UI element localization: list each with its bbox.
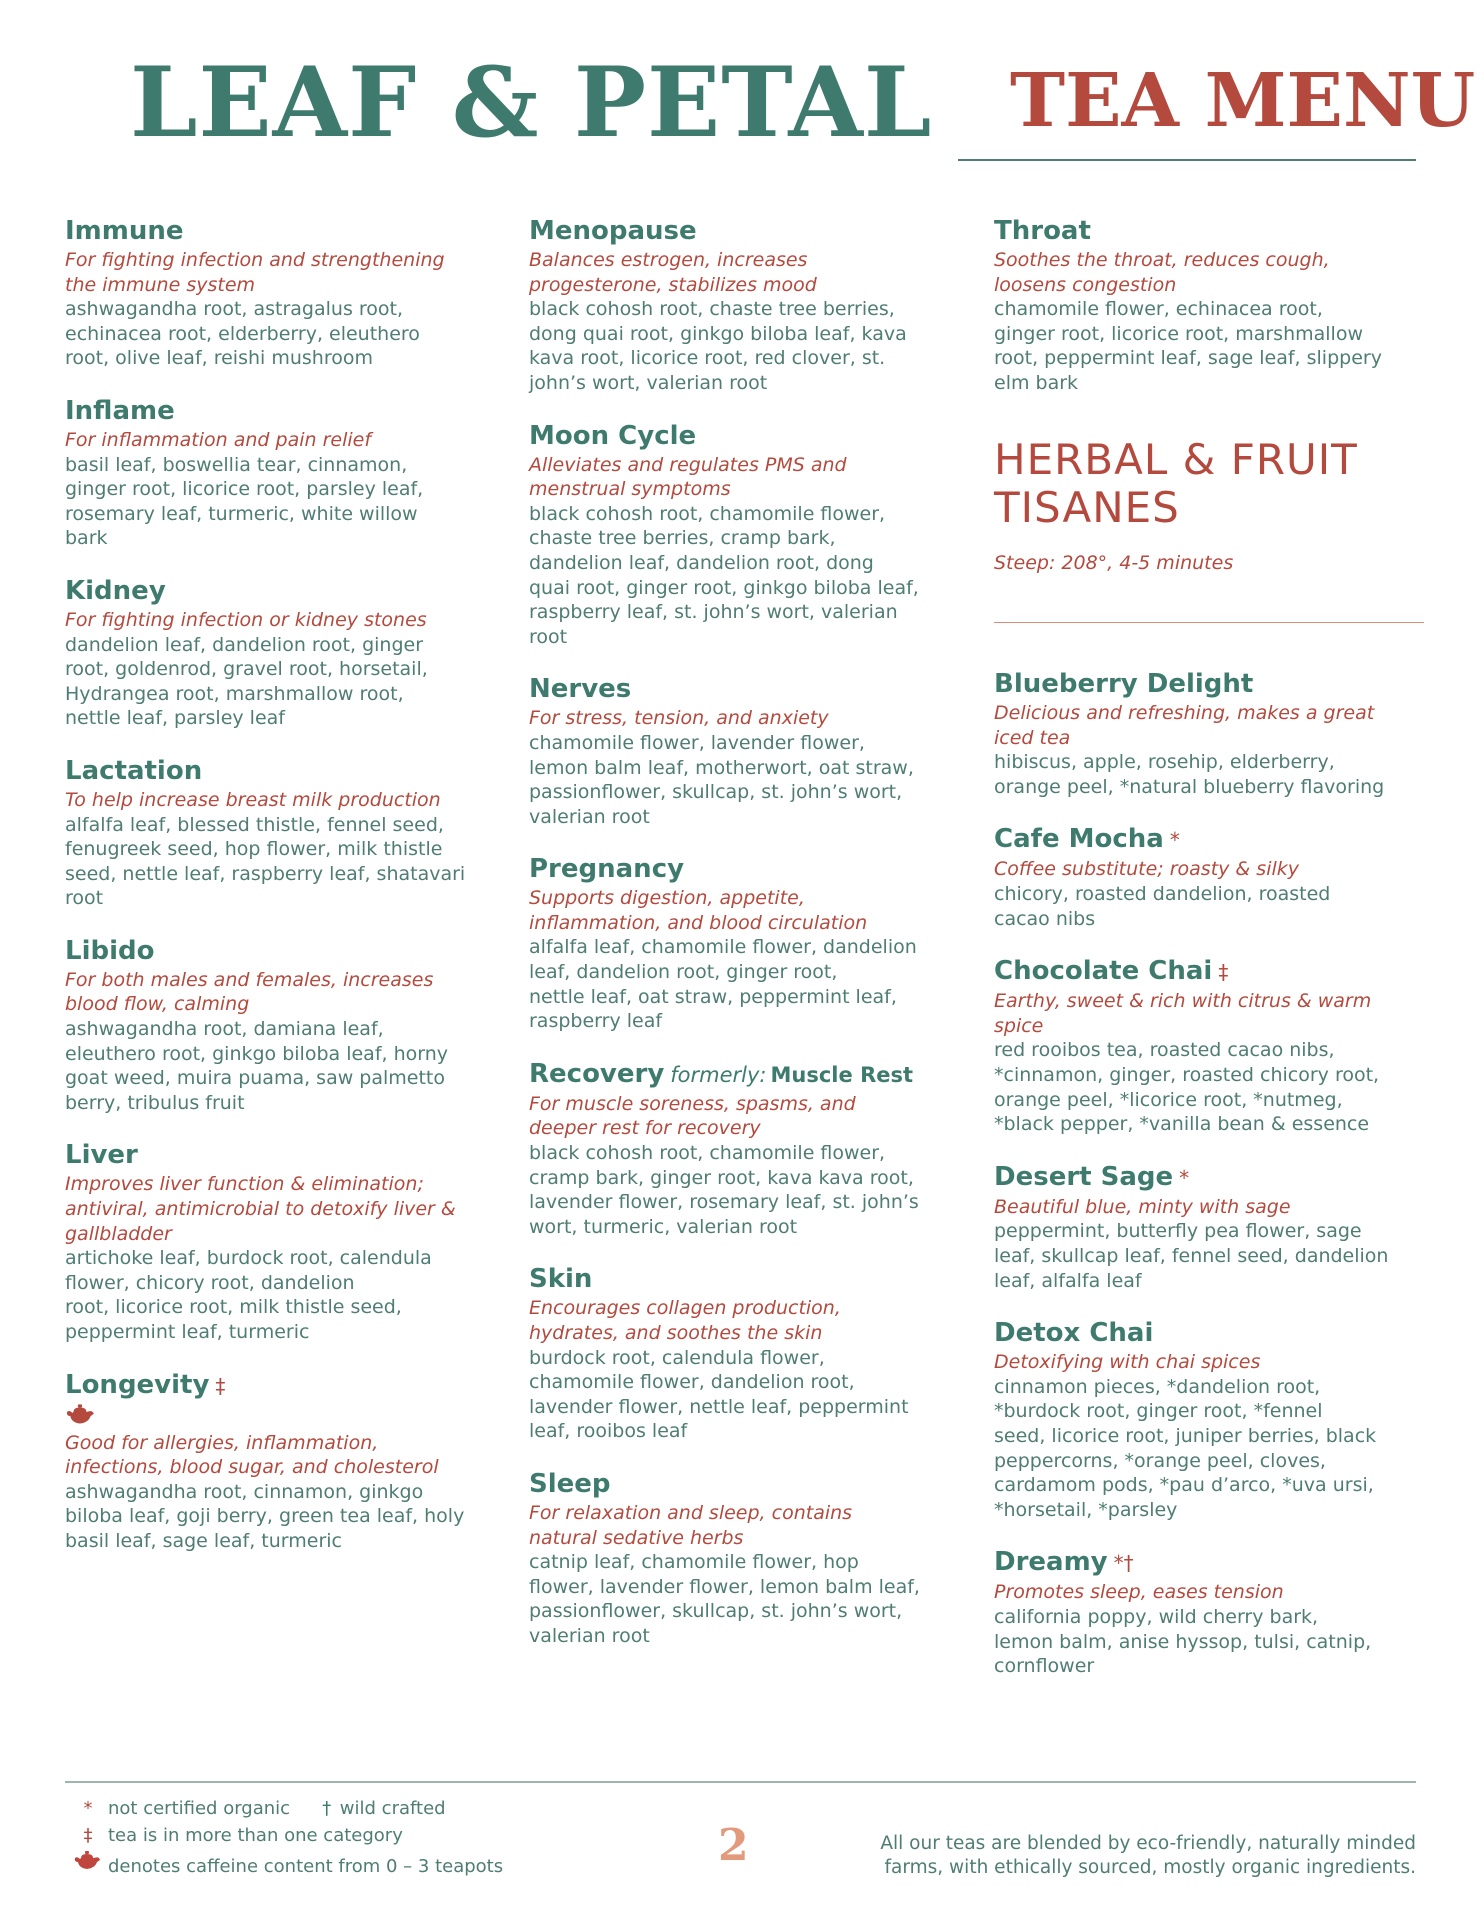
footer-divider xyxy=(65,1781,1416,1783)
tea-ingredients-line: john’s wort, valerian root xyxy=(529,371,768,394)
tea-ingredients-line: raspberry leaf xyxy=(529,1010,663,1033)
tea-description-line: infections, blood sugar, and cholesterol xyxy=(65,1456,439,1479)
tea-ingredients-line: artichoke leaf, burdock root, calendula xyxy=(65,1247,432,1270)
tea-name-text: Menopause xyxy=(529,216,697,246)
tea-name-text: Throat xyxy=(994,216,1091,246)
tea-name xyxy=(65,1368,495,1403)
column-3-remedies xyxy=(994,214,1424,396)
double-dagger-symbol: ‡ xyxy=(83,1825,93,1846)
tea-description-line: spice xyxy=(994,1014,1044,1037)
tea-ingredients-line: *cinnamon, ginger, roasted chicory root, xyxy=(994,1064,1380,1086)
tea-ingredients-line: ashwagandha root, damiana leaf, xyxy=(65,1018,384,1041)
tea-ingredients-line: cornflower xyxy=(994,1655,1095,1678)
tea-entry-inflame xyxy=(65,394,495,551)
tea-description-line: For inflammation and pain relief xyxy=(65,428,372,451)
caffeine-teapots xyxy=(65,1403,495,1431)
page-number: 2 xyxy=(718,1820,749,1871)
tea-ingredients-line: root, licorice root, milk thistle seed, xyxy=(65,1296,402,1319)
tea-description-line: loosens congestion xyxy=(994,273,1177,296)
tisanes-heading-line-1: HERBAL & FRUIT xyxy=(994,434,1358,484)
tea-ingredients-line: eleuthero root, ginkgo biloba leaf, horny xyxy=(65,1042,449,1065)
tea-name-text: Libido xyxy=(65,935,155,966)
tea-ingredients-line: leaf, skullcap leaf, fennel seed, dandelion xyxy=(994,1244,1389,1267)
tea-name xyxy=(994,822,1424,857)
tea-entry-sleep xyxy=(529,1467,959,1649)
legend-wild-text: wild crafted xyxy=(339,1798,446,1819)
legend-caffeine-text: denotes caffeine content from 0 – 3 teapots xyxy=(108,1856,504,1877)
tea-description-line: Improves liver function & elimination; xyxy=(65,1173,424,1196)
tea-ingredients-line: basil leaf, boswellia tear, cinnamon, xyxy=(65,453,408,476)
tea-description-line: For relaxation and sleep, contains xyxy=(529,1501,853,1524)
tea-entry-immune xyxy=(65,214,495,371)
tea-ingredients-line: fenugreek seed, hop flower, milk thistle xyxy=(65,838,443,861)
tea-name xyxy=(65,1138,495,1172)
tea-entry-desert-sage xyxy=(994,1160,1424,1293)
tea-name-text: Blueberry Delight xyxy=(994,669,1254,700)
asterisk-symbol: * xyxy=(83,1798,93,1819)
tea-ingredients-line: alfalfa leaf, chamomile flower, dandelion xyxy=(529,936,917,959)
tea-description-line: gallbladder xyxy=(65,1222,172,1245)
tea-name-text: Immune xyxy=(65,216,184,246)
tea-description-line: For fighting infection and strengthening xyxy=(65,249,445,271)
tea-description-line: deeper rest for recovery xyxy=(529,1117,761,1140)
tea-entry-nerves xyxy=(529,672,959,829)
tea-name xyxy=(529,1467,959,1501)
legend-wild-crafted xyxy=(314,1797,446,1821)
tea-entry-dreamy xyxy=(994,1545,1424,1678)
tea-name-text: Kidney xyxy=(65,575,166,606)
tea-ingredients-line: *horsetail, *parsley xyxy=(994,1498,1178,1521)
tea-description-line: the immune system xyxy=(65,273,256,296)
tea-ingredients-line: cardamom pods, *pau d’arco, *uva ursi, xyxy=(994,1474,1374,1497)
tea-entry-blueberry-delight xyxy=(994,667,1424,799)
tea-ingredients-line: lemon balm leaf, motherwort, oat straw, xyxy=(529,756,914,779)
tea-ingredients-line: ashwagandha root, cinnamon, ginkgo xyxy=(65,1480,424,1503)
tea-description-line: antiviral, antimicrobial to detoxify liver & xyxy=(65,1198,456,1221)
tea-name-text: Chocolate Chai xyxy=(994,956,1213,987)
tea-ingredients-line: root, peppermint leaf, sage leaf, slippery xyxy=(994,347,1382,370)
tea-ingredients-line: catnip leaf, chamomile flower, hop xyxy=(529,1551,859,1574)
tea-ingredients-line: ginger root, licorice root, marshmallow xyxy=(994,322,1363,345)
tea-ingredients-line: leaf, alfalfa leaf xyxy=(994,1269,1142,1292)
former-name: Muscle Rest xyxy=(770,1062,914,1087)
tea-name xyxy=(529,852,959,886)
tea-name xyxy=(529,419,959,453)
tea-description-line: For muscle soreness, spasms, and xyxy=(529,1092,856,1115)
tea-name xyxy=(65,394,495,428)
tea-ingredients-line: root xyxy=(529,625,568,648)
tisanes-steep-note: Steep: 208°, 4-5 minutes xyxy=(994,551,1234,574)
tea-description-line: Earthy, sweet & rich with citrus & warm xyxy=(994,990,1372,1013)
tea-ingredients-line: cacao nibs xyxy=(994,907,1096,930)
tea-ingredients-line: ashwagandha root, astragalus root, xyxy=(65,298,404,321)
tea-ingredients-line: red rooibos tea, roasted cacao nibs, xyxy=(994,1039,1335,1062)
tea-ingredients-line: chamomile flower, lavender flower, xyxy=(529,731,865,754)
tea-description-line: Alleviates and regulates PMS and xyxy=(529,453,847,476)
column-2 xyxy=(529,214,959,1672)
legend-row-caffeine xyxy=(68,1850,503,1879)
tea-entry-recovery xyxy=(529,1057,959,1240)
tea-name-text: Detox Chai xyxy=(994,1318,1154,1349)
footer-note xyxy=(816,1832,1416,1880)
teapot-icon xyxy=(68,1850,108,1879)
tea-ingredients-line: biloba leaf, goji berry, green tea leaf, holy xyxy=(65,1505,465,1528)
tea-description-line: Promotes sleep, eases tension xyxy=(994,1581,1284,1604)
tea-description-line: For both males and females, increases xyxy=(65,968,434,991)
tea-description-line: Balances estrogen, increases xyxy=(529,249,808,271)
tea-ingredients-line: leaf, dandelion root, ginger root, xyxy=(529,961,838,984)
tisanes-heading-line-2: TISANES xyxy=(994,482,1180,532)
tea-description-line: Good for allergies, inflammation, xyxy=(65,1431,379,1454)
former-name-label: formerly: xyxy=(670,1062,767,1087)
legend-organic-text: not certified organic xyxy=(108,1798,291,1819)
column-1 xyxy=(65,214,495,1577)
tea-ingredients-line: dandelion leaf, dandelion root, ginger xyxy=(65,633,424,656)
footer-note-line-2: farms, with ethically sourced, mostly organic ingredients. xyxy=(884,1857,1416,1878)
tea-ingredients-line: quai root, ginger root, ginkgo biloba leaf, xyxy=(529,576,919,599)
tea-name-text: Sleep xyxy=(529,1468,611,1499)
tea-ingredients-line: lemon balm, anise hyssop, tulsi, catnip, xyxy=(994,1630,1372,1653)
tea-description-line: For fighting infection or kidney stones xyxy=(65,608,427,631)
tea-ingredients-line: dong quai root, ginkgo biloba leaf, kava xyxy=(529,322,907,345)
tea-name-text: Recovery xyxy=(529,1058,665,1089)
tea-ingredients-line: black cohosh root, chaste tree berries, xyxy=(529,298,895,321)
tea-entry-kidney xyxy=(65,574,495,731)
tea-name xyxy=(994,1545,1424,1580)
tea-name xyxy=(994,954,1424,989)
tea-description-line: For stress, tension, and anxiety xyxy=(529,707,829,730)
tea-ingredients-line: wort, turmeric, valerian root xyxy=(529,1215,798,1238)
tea-description-line: Supports digestion, appetite, xyxy=(529,887,805,910)
tea-entry-liver xyxy=(65,1138,495,1344)
tea-ingredients-line: raspberry leaf, st. john’s wort, valerian xyxy=(529,601,898,624)
tea-description-line: menstrual symptoms xyxy=(529,478,731,501)
tea-entry-chocolate-chai xyxy=(994,954,1424,1137)
tea-ingredients-line: root, olive leaf, reishi mushroom xyxy=(65,347,373,370)
tea-ingredients-line: hibiscus, apple, rosehip, elderberry, xyxy=(994,751,1335,774)
tea-ingredients-line: lavender flower, rosemary leaf, st. john’s xyxy=(529,1191,919,1214)
tea-description-line: progesterone, stabilizes mood xyxy=(529,273,817,296)
tea-symbol-mark: ‡ xyxy=(215,1373,226,1398)
tea-name xyxy=(65,574,495,608)
tea-name xyxy=(994,1316,1424,1350)
tea-ingredients-line: peppermint, butterfly pea flower, sage xyxy=(994,1220,1362,1243)
legend-row-organic xyxy=(68,1797,446,1821)
tea-ingredients-line: passionflower, skullcap, st. john’s wort, xyxy=(529,1600,903,1623)
tea-ingredients-line: valerian root xyxy=(529,805,650,828)
tea-ingredients-line: nettle leaf, oat straw, peppermint leaf, xyxy=(529,985,897,1008)
tea-description-line: To help increase breast milk production xyxy=(65,788,441,811)
tea-name-text: Pregnancy xyxy=(529,854,685,885)
tea-ingredients-line: black cohosh root, chamomile flower, xyxy=(529,502,886,525)
tea-ingredients-line: flower, chicory root, dandelion xyxy=(65,1271,355,1294)
tea-entry-pregnancy xyxy=(529,852,959,1034)
tea-description-line: blood flow, calming xyxy=(65,993,250,1016)
tea-name xyxy=(529,1057,959,1092)
tea-ingredients-line: chicory, roasted dandelion, roasted xyxy=(994,883,1331,906)
tea-ingredients-line: *burdock root, ginger root, *fennel xyxy=(994,1400,1323,1423)
teapot-icon xyxy=(65,1403,97,1431)
tea-description-line: natural sedative herbs xyxy=(529,1526,744,1549)
tea-ingredients-line: root, goldenrod, gravel root, horsetail, xyxy=(65,658,428,681)
title-divider xyxy=(958,159,1416,161)
tea-name-text: Desert Sage xyxy=(994,1161,1174,1192)
tea-name xyxy=(65,934,495,968)
footer-note-line-1: All our teas are blended by eco-friendly, naturally minded xyxy=(880,1833,1416,1854)
tea-entry-lactation xyxy=(65,754,495,911)
page-title: TEA MENU xyxy=(1010,58,1476,144)
tea-ingredients-line: peppermint leaf, turmeric xyxy=(65,1321,310,1343)
tea-name-text: Nerves xyxy=(529,674,632,705)
tea-description-line: iced tea xyxy=(994,726,1071,749)
tea-entry-detox-chai xyxy=(994,1316,1424,1522)
tea-ingredients-line: california poppy, wild cherry bark, xyxy=(994,1605,1319,1628)
column-3 xyxy=(994,214,1424,1702)
tea-ingredients-line: seed, licorice root, juniper berries, black xyxy=(994,1424,1377,1447)
tea-description-line: Coffee substitute; roasty & silky xyxy=(994,858,1299,881)
tea-name xyxy=(529,1262,959,1296)
tea-entry-menopause xyxy=(529,214,959,396)
tea-ingredients-line: peppercorns, *orange peel, cloves, xyxy=(994,1449,1326,1472)
tea-ingredients-line: ginger root, licorice root, parsley leaf, xyxy=(65,478,424,501)
tea-name-text: Liver xyxy=(65,1140,138,1171)
tea-ingredients-line: *black pepper, *vanilla bean & essence xyxy=(994,1113,1370,1136)
tea-ingredients-line: alfalfa leaf, blessed thistle, fennel seed, xyxy=(65,813,444,836)
tea-name-text: Longevity xyxy=(65,1369,210,1400)
tea-ingredients-line: orange peel, *licorice root, *nutmeg, xyxy=(994,1088,1343,1111)
tea-ingredients-line: passionflower, skullcap, st. john’s wort, xyxy=(529,781,903,804)
dagger-symbol: † xyxy=(322,1798,332,1819)
tea-ingredients-line: seed, nettle leaf, raspberry leaf, shatavari xyxy=(65,862,466,885)
tea-description-line: Detoxifying with chai spices xyxy=(994,1351,1261,1374)
tea-ingredients-line: nettle leaf, parsley leaf xyxy=(65,707,285,730)
tea-name xyxy=(65,214,495,248)
tea-ingredients-line: basil leaf, sage leaf, turmeric xyxy=(65,1529,342,1552)
tea-description-line: Beautiful blue, minty with sage xyxy=(994,1195,1291,1218)
tea-ingredients-line: echinacea root, elderberry, eleuthero xyxy=(65,322,420,345)
tea-ingredients-line: lavender flower, nettle leaf, peppermint xyxy=(529,1395,909,1418)
tea-name-text: Skin xyxy=(529,1264,593,1295)
legend-category-text: tea is in more than one category xyxy=(108,1825,403,1846)
tea-description-line: inflammation, and blood circulation xyxy=(529,911,868,934)
tea-description-line: Delicious and refreshing, makes a great xyxy=(994,702,1375,725)
tea-description-line: Encourages collagen production, xyxy=(529,1297,841,1320)
tea-symbol-mark: * xyxy=(1179,1165,1190,1190)
tea-symbol-mark: *† xyxy=(1113,1551,1134,1576)
tea-ingredients-line: valerian root xyxy=(529,1624,650,1647)
legend-row-category xyxy=(68,1824,403,1848)
tea-symbol-mark: ‡ xyxy=(1218,960,1229,985)
tea-symbol-mark: * xyxy=(1169,828,1180,853)
tisanes-list xyxy=(994,667,1424,1679)
tea-entry-libido xyxy=(65,934,495,1116)
tea-entry-skin xyxy=(529,1262,959,1444)
tea-ingredients-line: bark xyxy=(65,527,108,550)
tea-name xyxy=(994,1160,1424,1195)
tea-entry-cafe-mocha xyxy=(994,822,1424,931)
tea-entry-longevity xyxy=(65,1368,495,1554)
tea-ingredients-line: black cohosh root, chamomile flower, xyxy=(529,1142,886,1165)
tea-ingredients-line: dandelion leaf, dandelion root, dong xyxy=(529,551,874,574)
tea-ingredients-line: goat weed, muira puama, saw palmetto xyxy=(65,1067,445,1090)
tea-ingredients-line: rosemary leaf, turmeric, white willow xyxy=(65,502,418,525)
tea-ingredients-line: chamomile flower, echinacea root, xyxy=(994,298,1323,321)
tea-name-text: Moon Cycle xyxy=(529,420,697,451)
tea-ingredients-line: orange peel, *natural blueberry flavoring xyxy=(994,775,1385,798)
tea-ingredients-line: Hydrangea root, marshmallow root, xyxy=(65,682,404,705)
tea-name xyxy=(529,214,959,248)
tea-ingredients-line: cramp bark, ginger root, kava kava root, xyxy=(529,1166,914,1189)
tea-ingredients-line: flower, lavender flower, lemon balm leaf, xyxy=(529,1575,920,1598)
tea-name xyxy=(65,754,495,788)
tea-ingredients-line: chamomile flower, dandelion root, xyxy=(529,1371,855,1394)
brand-logo: LEAF & PETAL xyxy=(130,46,933,159)
tea-name-text: Inflame xyxy=(65,395,175,426)
tisanes-heading xyxy=(994,436,1424,532)
tea-ingredients-line: berry, tribulus fruit xyxy=(65,1091,245,1114)
tea-description-line: hydrates, and soothes the skin xyxy=(529,1322,823,1344)
tisanes-divider xyxy=(994,622,1424,624)
tea-name-text: Dreamy xyxy=(994,1547,1108,1578)
tea-entry-moon-cycle xyxy=(529,419,959,650)
tea-name xyxy=(529,672,959,706)
tea-name-text: Lactation xyxy=(65,755,203,786)
tea-ingredients-line: chaste tree berries, cramp bark, xyxy=(529,527,836,550)
tea-ingredients-line: burdock root, calendula flower, xyxy=(529,1346,825,1369)
tea-ingredients-line: cinnamon pieces, *dandelion root, xyxy=(994,1375,1321,1398)
tea-description-line: Soothes the throat, reduces cough, xyxy=(994,249,1330,271)
tea-name xyxy=(994,214,1424,248)
tea-ingredients-line: root xyxy=(65,887,104,910)
tea-entry-throat xyxy=(994,214,1424,396)
tea-ingredients-line: leaf, rooibos leaf xyxy=(529,1420,688,1443)
tea-ingredients-line: kava root, licorice root, red clover, st. xyxy=(529,347,886,370)
tea-ingredients-line: elm bark xyxy=(994,371,1079,394)
tea-name xyxy=(994,667,1424,701)
tea-name-text: Cafe Mocha xyxy=(994,824,1164,855)
